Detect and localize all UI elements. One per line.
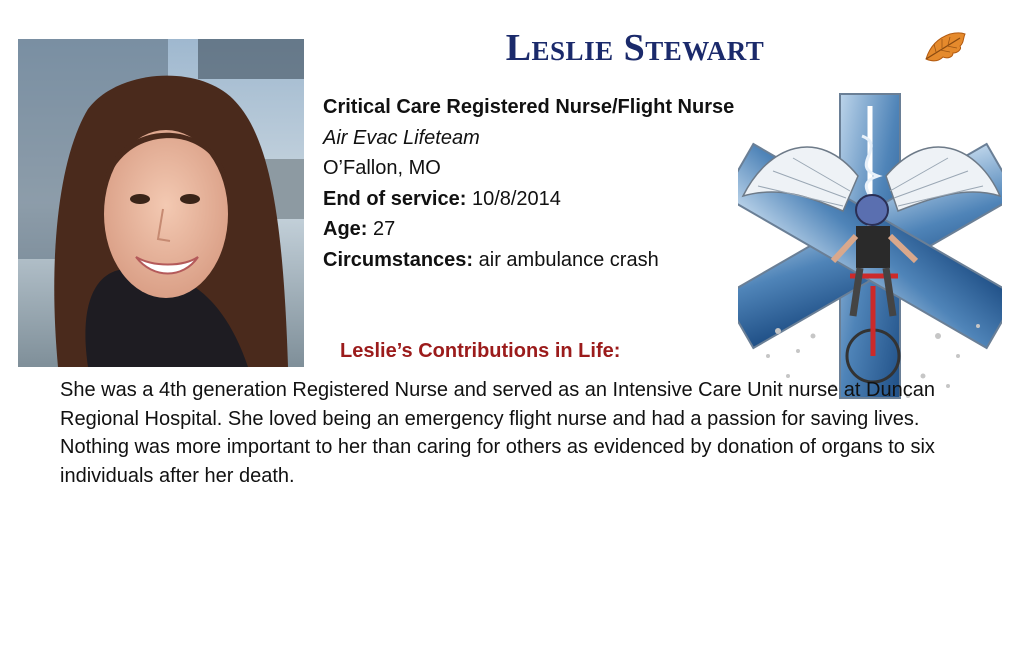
autumn-leaf-icon (920, 26, 970, 66)
organization: Air Evac Lifeteam (323, 126, 480, 149)
bio-paragraph: She was a 4th generation Registered Nurse and served as an Intensive Care Unit nurse at Duncan Regional Hospital. She loved being an emergency flight nurse and had a passion for saving lives. Nothing was more important to her than caring for others as evidenced by donation of organs to six individuals after her death. (60, 379, 935, 487)
portrait-photo (18, 39, 304, 367)
job-title: Critical Care Registered Nurse/Flight Nurse (323, 96, 735, 118)
circumstances: Circumstances: air ambulance crash (323, 248, 659, 271)
person-name: Leslie Stewart (505, 27, 765, 69)
location: O’Fallon, MO (323, 157, 441, 179)
end-of-service: End of service: 10/8/2014 (323, 187, 561, 210)
contributions-heading: Leslie’s Contributions in Life: (340, 340, 621, 362)
age: Age: 27 (323, 218, 396, 240)
star-of-life-emblem (738, 86, 1002, 420)
